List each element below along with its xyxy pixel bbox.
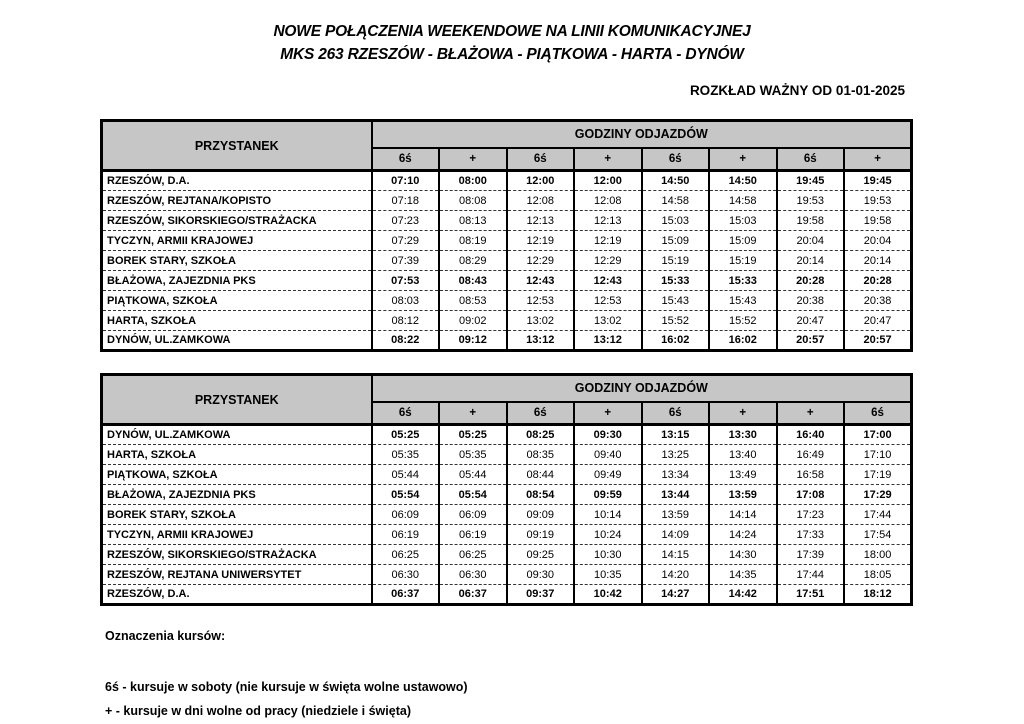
departure-time: 14:09 [642,525,710,545]
departure-time: 06:09 [439,505,507,525]
service-code-label: 6ś [507,148,575,171]
departure-time: 14:35 [709,565,777,585]
timetable-row [102,545,912,565]
legend-item-saturday: 6ś - kursuje w soboty (nie kursuje w święta wolne ustawowo) [105,680,468,694]
service-code-label: 6ś [642,402,710,425]
departure-time: 16:02 [709,331,777,351]
departure-time: 09:02 [439,311,507,331]
departure-time: 16:02 [642,331,710,351]
departure-time: 09:59 [574,485,642,505]
validity-note: ROZKŁAD WAŻNY OD 01-01-2025 [689,83,905,98]
departure-time: 15:03 [709,211,777,231]
departure-time: 17:44 [777,565,845,585]
service-code-label: + [574,402,642,425]
title-line-1: NOWE POŁĄCZENIA WEEKENDOWE NA LINII KOMUNIKACYJNEJ [273,23,751,40]
departure-time: 09:49 [574,465,642,485]
timetable-row [102,585,912,605]
departure-time: 13:49 [709,465,777,485]
departure-time: 14:20 [642,565,710,585]
departure-time: 20:14 [844,251,912,271]
departure-time: 17:19 [844,465,912,485]
departure-time: 08:35 [507,445,575,465]
stop-name: RZESZÓW, SIKORSKIEGO/STRAŻACKA [102,211,372,231]
stop-name: RZESZÓW, D.A. [102,171,372,191]
departure-time: 12:19 [507,231,575,251]
timetable-row [102,485,912,505]
departure-time: 13:15 [642,425,710,445]
departure-time: 13:12 [574,331,642,351]
departure-time: 09:37 [507,585,575,605]
departure-time: 09:30 [507,565,575,585]
departure-time: 13:02 [507,311,575,331]
departure-time: 19:53 [777,191,845,211]
service-code-label: + [709,402,777,425]
departure-time: 05:35 [439,445,507,465]
title-line-2: MKS 263 RZESZÓW - BŁAŻOWA - PIĄTKOWA - HARTA - DYNÓW [280,46,744,63]
departure-time: 15:19 [642,251,710,271]
stop-name: BŁAŻOWA, ZAJEZDNIA PKS [102,485,372,505]
legend-items [105,675,1024,723]
departure-time: 17:51 [777,585,845,605]
departure-time: 16:40 [777,425,845,445]
departure-time: 12:13 [507,211,575,231]
departure-time: 19:45 [844,171,912,191]
departure-time: 08:13 [439,211,507,231]
departure-time: 12:53 [574,291,642,311]
departure-time: 06:25 [372,545,440,565]
departure-time: 14:24 [709,525,777,545]
departure-time: 08:22 [372,331,440,351]
departure-time: 12:53 [507,291,575,311]
departure-time: 10:24 [574,525,642,545]
departure-time: 07:29 [372,231,440,251]
departure-time: 08:43 [439,271,507,291]
stop-name: PIĄTKOWA, SZKOŁA [102,465,372,485]
timetable-row [102,211,912,231]
departure-time: 09:12 [439,331,507,351]
departure-time: 05:54 [372,485,440,505]
departure-time: 17:29 [844,485,912,505]
departure-time: 17:39 [777,545,845,565]
departure-time: 08:44 [507,465,575,485]
departure-time: 06:19 [372,525,440,545]
timetable-row [102,425,912,445]
departure-time: 05:44 [372,465,440,485]
departure-time: 14:27 [642,585,710,605]
departure-time: 14:50 [709,171,777,191]
departure-time: 08:25 [507,425,575,445]
departure-time: 06:37 [372,585,440,605]
departure-time: 20:47 [844,311,912,331]
departure-time: 14:58 [709,191,777,211]
departure-time: 17:54 [844,525,912,545]
timetable-body [102,171,912,351]
service-code-label: + [709,148,777,171]
service-code-label: 6ś [372,148,440,171]
departure-time: 13:40 [709,445,777,465]
departure-time: 05:25 [439,425,507,445]
departure-time: 08:19 [439,231,507,251]
departure-time: 05:44 [439,465,507,485]
departure-time: 18:05 [844,565,912,585]
departure-time: 15:43 [642,291,710,311]
departure-time: 18:12 [844,585,912,605]
departure-time: 18:00 [844,545,912,565]
departure-time: 08:54 [507,485,575,505]
stop-name: RZESZÓW, SIKORSKIEGO/STRAŻACKA [102,545,372,565]
timetable-row [102,291,912,311]
stops-column-header: PRZYSTANEK [102,375,372,425]
timetable-row [102,505,912,525]
stops-column-header: PRZYSTANEK [102,121,372,171]
departure-time: 06:09 [372,505,440,525]
timetable-row [102,331,912,351]
departure-time: 19:45 [777,171,845,191]
departure-time: 10:42 [574,585,642,605]
departure-time: 07:18 [372,191,440,211]
timetable-row [102,191,912,211]
departure-time: 08:53 [439,291,507,311]
stop-name: DYNÓW, UL.ZAMKOWA [102,425,372,445]
stop-name: BOREK STARY, SZKOŁA [102,505,372,525]
departure-time: 17:33 [777,525,845,545]
service-code-label: + [574,148,642,171]
departure-time: 20:47 [777,311,845,331]
departure-time: 15:52 [709,311,777,331]
departure-time: 15:09 [709,231,777,251]
departure-time: 05:35 [372,445,440,465]
departure-time: 09:19 [507,525,575,545]
departure-time: 13:25 [642,445,710,465]
departure-time: 15:43 [709,291,777,311]
departure-time: 13:59 [709,485,777,505]
header-row [102,121,912,148]
departure-time: 12:43 [574,271,642,291]
departure-time: 17:44 [844,505,912,525]
service-code-label: 6ś [507,402,575,425]
header-row [102,375,912,402]
timetable-row [102,565,912,585]
departure-time: 05:54 [439,485,507,505]
departure-time: 20:04 [844,231,912,251]
stop-name: TYCZYN, ARMII KRAJOWEJ [102,525,372,545]
timetable-row [102,271,912,291]
departure-time: 14:30 [709,545,777,565]
departure-time: 09:30 [574,425,642,445]
departure-time: 12:13 [574,211,642,231]
departure-time: 06:30 [372,565,440,585]
departure-time: 07:10 [372,171,440,191]
departure-time: 19:58 [844,211,912,231]
departure-time: 12:08 [574,191,642,211]
departure-time: 15:52 [642,311,710,331]
departure-time: 12:43 [507,271,575,291]
departure-time: 12:08 [507,191,575,211]
service-code-label: + [439,148,507,171]
stop-name: RZESZÓW, D.A. [102,585,372,605]
departure-time: 13:12 [507,331,575,351]
departure-time: 09:09 [507,505,575,525]
timetable-row [102,465,912,485]
departure-time: 08:08 [439,191,507,211]
departure-time: 06:30 [439,565,507,585]
stop-name: RZESZÓW, REJTANA UNIWERSYTET [102,565,372,585]
timetable-row [102,445,912,465]
departure-time: 13:02 [574,311,642,331]
departure-time: 09:25 [507,545,575,565]
legend [105,629,1024,723]
departure-time: 14:50 [642,171,710,191]
departure-time: 15:33 [709,271,777,291]
departure-time: 13:59 [642,505,710,525]
timetables-area [100,119,910,606]
departures-header: GODZINY ODJAZDÓW [372,121,912,148]
departure-time: 12:29 [507,251,575,271]
departure-time: 14:58 [642,191,710,211]
departure-time: 08:00 [439,171,507,191]
departure-time: 20:28 [777,271,845,291]
departure-time: 17:08 [777,485,845,505]
stop-name: DYNÓW, UL.ZAMKOWA [102,331,372,351]
departure-time: 13:34 [642,465,710,485]
departure-time: 10:14 [574,505,642,525]
timetable-row [102,231,912,251]
departure-time: 07:53 [372,271,440,291]
departure-time: 19:53 [844,191,912,211]
timetable-row [102,171,912,191]
stop-name: HARTA, SZKOŁA [102,445,372,465]
departure-time: 12:00 [507,171,575,191]
departure-time: 15:19 [709,251,777,271]
service-code-label: + [844,148,912,171]
departures-header: GODZINY ODJAZDÓW [372,375,912,402]
departure-time: 12:00 [574,171,642,191]
departure-time: 17:10 [844,445,912,465]
departure-time: 08:29 [439,251,507,271]
timetable-row [102,525,912,545]
service-code-label: + [439,402,507,425]
departure-time: 14:14 [709,505,777,525]
departure-time: 20:57 [844,331,912,351]
stop-name: BOREK STARY, SZKOŁA [102,251,372,271]
departure-time: 16:58 [777,465,845,485]
departure-time: 06:25 [439,545,507,565]
departure-time: 20:38 [777,291,845,311]
legend-item-holiday: + - kursuje w dni wolne od pracy (niedziele i święta) [105,704,411,718]
departure-time: 13:44 [642,485,710,505]
departure-time: 13:30 [709,425,777,445]
service-code-label: 6ś [642,148,710,171]
document-title [0,0,1024,66]
departure-time: 10:35 [574,565,642,585]
departure-time: 06:19 [439,525,507,545]
departure-time: 20:28 [844,271,912,291]
departure-time: 05:25 [372,425,440,445]
stop-name: PIĄTKOWA, SZKOŁA [102,291,372,311]
departure-time: 20:04 [777,231,845,251]
service-code-label: + [777,402,845,425]
departure-time: 12:29 [574,251,642,271]
departure-time: 15:33 [642,271,710,291]
departure-time: 06:37 [439,585,507,605]
timetable-body [102,425,912,605]
departure-time: 15:09 [642,231,710,251]
departure-time: 19:58 [777,211,845,231]
timetable-row [102,311,912,331]
departure-time: 20:14 [777,251,845,271]
service-code-label: 6ś [777,148,845,171]
stop-name: HARTA, SZKOŁA [102,311,372,331]
service-code-label: 6ś [844,402,912,425]
departure-time: 17:23 [777,505,845,525]
departure-time: 20:38 [844,291,912,311]
service-code-label: 6ś [372,402,440,425]
departure-time: 07:39 [372,251,440,271]
departure-time: 15:03 [642,211,710,231]
departure-time: 14:15 [642,545,710,565]
departure-time: 20:57 [777,331,845,351]
timetable-outbound [100,119,913,352]
departure-time: 08:12 [372,311,440,331]
stop-name: RZESZÓW, REJTANA/KOPISTO [102,191,372,211]
timetable-return [100,373,913,606]
departure-time: 09:40 [574,445,642,465]
departure-time: 14:42 [709,585,777,605]
stop-name: BŁAŻOWA, ZAJEZDNIA PKS [102,271,372,291]
departure-time: 10:30 [574,545,642,565]
departure-time: 08:03 [372,291,440,311]
departure-time: 07:23 [372,211,440,231]
legend-heading: Oznaczenia kursów: [105,629,226,643]
departure-time: 16:49 [777,445,845,465]
departure-time: 12:19 [574,231,642,251]
timetable-row [102,251,912,271]
stop-name: TYCZYN, ARMII KRAJOWEJ [102,231,372,251]
departure-time: 17:00 [844,425,912,445]
